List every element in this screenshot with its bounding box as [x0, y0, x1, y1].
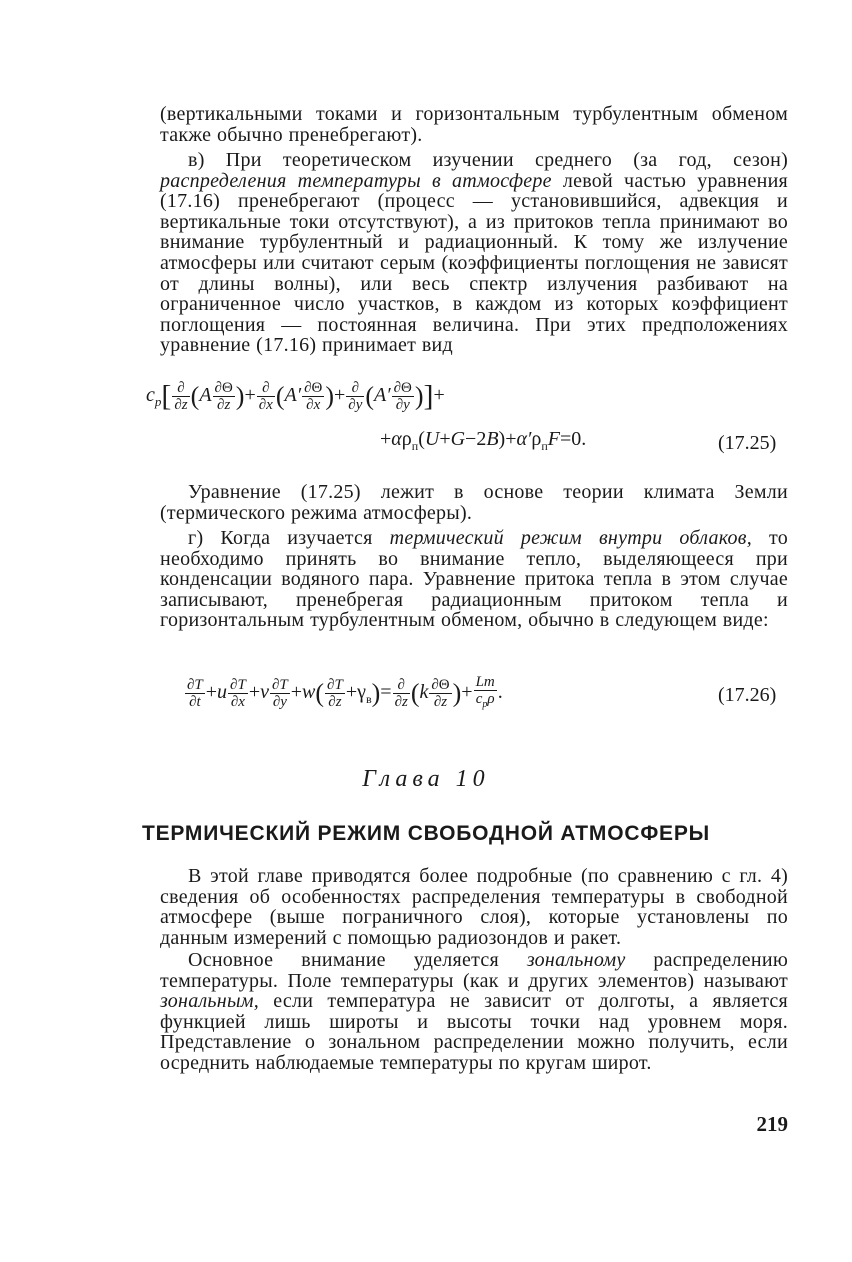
- equation-17-25-line1: $c_p$[ $\frac{\partial}{\partial z}$ (A $\frac{\partial\Theta}{\partial z}$ )+ $\frac{\partial}{\partial x}$ (A′ $\frac{\partial\Theta}{\partial x}$ )+ $\frac{\partial}{\partial y}$ (A′ $\frac{\partial\Theta}{\partial y}$ )]+: [146, 379, 445, 413]
- paragraph-text: В этой главе приводятся более подробные (по сравнению с гл. 4) сведения об особенностях распределения температуры в свободной атмосфере (выше пограничного слоя), которые установлены по данным измерений с помощью радиозондов и ракет.: [160, 865, 788, 949]
- paragraph-text: (вертикальными токами и горизонтальным турбулентным обменом также обычно пренебрегают).: [160, 103, 788, 146]
- italic-term: зональным,: [160, 990, 260, 1013]
- paragraph-zonal: [160, 950, 788, 1074]
- chapter-label: Глава 10: [362, 766, 490, 792]
- paragraph-v: [160, 150, 788, 356]
- italic-term: распределения температуры в атмосфере: [160, 169, 552, 192]
- paragraph-text: если температура не зависит от долготы, а является функцией лишь широты и высоты точки над уровнем моря. Представление о зональном распределении можно получить, если осреднить наблюдаемые температуры по кругам широт.: [160, 990, 788, 1074]
- paragraph-text: Уравнение (17.25) лежит в основе теории климата Земли (термического режима атмосферы).: [160, 481, 788, 524]
- chapter-title: ТЕРМИЧЕСКИЙ РЕЖИМ СВОБОДНОЙ АТМОСФЕРЫ: [141, 822, 711, 845]
- paragraph-text: распределению температуры. Поле температуры (как и других элементов) называют: [160, 949, 789, 992]
- italic-term: зональному: [526, 949, 626, 971]
- paragraph-text: г) Когда изучается: [188, 527, 390, 549]
- equation-number: (17.25): [718, 432, 777, 454]
- equation-17-26: $\frac{\partial T}{\partial t}$ +u $\frac{\partial T}{\partial x}$ +v $\frac{\partial T}{\partial y}$ +w( $\frac{\partial T}{\partial z}$ $+\gamma_в)=$ $\frac{\partial}{\partial z}$ (k $\frac{\partial\Theta}{\partial z}$ )+ $\frac{Lm}{c_p\rho}$ .: [187, 674, 503, 710]
- paragraph-text: то необходимо принять во внимание тепло, выделяющееся при конденсации водяного пара. Уравнение притока тепла в этом случае записывают, пренебрегая радиационным притоком тепла и горизонтальным турбулентным обменом, обычно в следующем виде:: [160, 527, 788, 632]
- paragraph-text: в) При теоретическом изучении среднего (за год, сезон): [188, 149, 788, 171]
- page-number: 219: [756, 1112, 788, 1136]
- equation-number: (17.26): [718, 684, 777, 706]
- paragraph-g: [160, 528, 788, 631]
- paragraph-intro: [160, 866, 788, 948]
- italic-term: термический режим внутри облаков,: [389, 527, 752, 549]
- paragraph-continuation: [160, 104, 788, 145]
- equation-17-25-line2: $+\alpha\rho_п(U+G-2B)+\alpha'\rho_пF=0$.: [380, 428, 587, 453]
- paragraph-text: левой частью уравнения (17.16) пренебрегают (процесс — установившийся, адвекция и вертикальные токи отсутствуют), а из притоков тепла принимают во внимание турбулентный и радиационный. К тому же излучение атмосферы или считают серым (коэффициенты поглощения не зависят от длины волны), или весь спектр излучения разбивают на ограниченное число участков, в каждом из которых коэффициент поглощения — постоянная величина. При этих предположениях уравнение (17.16) принимает вид: [160, 169, 788, 357]
- paragraph-text: Основное внимание уделяется: [188, 949, 527, 971]
- paragraph-climate: [160, 482, 788, 523]
